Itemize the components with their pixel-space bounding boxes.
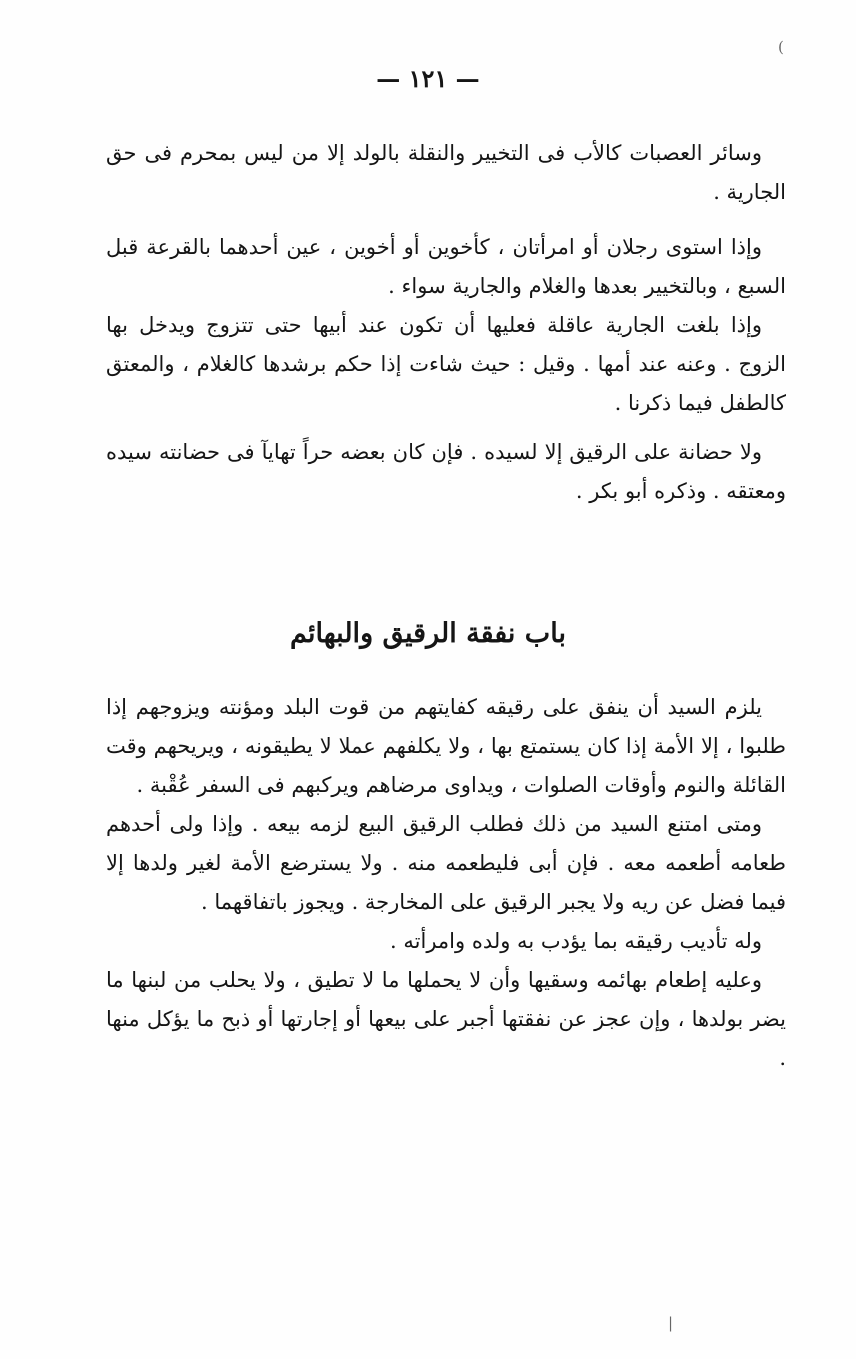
paragraph: وله تأديب رقيقه بما يؤدب به ولده وامرأته . [390, 929, 762, 953]
paragraph: وسائر العصبات كالأب فى التخيير والنقلة بالولد إلا من ليس بمحرم فى حق الجارية . [106, 141, 786, 204]
paragraph: وإذا بلغت الجارية عاقلة فعليها أن تكون عند أبيها حتى تتزوج ويدخل بها الزوج . وعنه عند أمها . وقيل : حيث شاءت إذا حكم برشدها كالغلام ، والمعتق كالطفل فيما ذكرنا . [106, 313, 786, 415]
margin-mark: ) [778, 38, 784, 56]
paragraph: ولا حضانة على الرقيق إلا لسيده . فإن كان بعضه حراً تهايآ فى حضانته سيده ومعتقه . وذكره أبو بكر . [106, 440, 786, 503]
text-block-before-heading [106, 134, 786, 511]
paragraph: وعليه إطعام بهائمه وسقيها وأن لا يحملها ما لا تطيق ، ولا يحلب من لبنها ما يضر بولدها ، وإن عجز عن نفقتها أجبر على بيعها أو إجارتها أو ذبح ما يؤكل منها . [106, 968, 786, 1070]
text-block-after-heading [106, 688, 786, 1078]
paragraph: ومتى امتنع السيد من ذلك فطلب الرقيق البيع لزمه بيعه . وإذا ولى أحدهم طعامه أطعمه معه . فإن أبى فليطعمه منه . ولا يسترضع الأمة لغير ولدها إلا فيما فضل عن ريه ولا يجبر الرقيق على المخارجة . ويجوز باتفاقهما . [106, 812, 786, 914]
paragraph: وإذا استوى رجلان أو امرأتان ، كأخوين أو أخوين ، عين أحدهما بالقرعة قبل السبع ، وبالتخيير بعدها والغلام والجارية سواء . [106, 235, 786, 298]
section-heading: باب نفقة الرقيق والبهائم [290, 618, 566, 649]
margin-mark: | [668, 1314, 674, 1332]
page-number: — ١٢١ — [376, 64, 480, 93]
paragraph: يلزم السيد أن ينفق على رقيقه كفايتهم من قوت البلد ومؤنته ويزوجهم إذا طلبوا ، إلا الأمة إذا كان يستمتع بها ، ولا يكلفهم عملا لا يطيقونه ، ويريحهم وقت القائلة والنوم وأوقات الصلوات ، ويداوى مرضاهم ويركبهم فى السفر عُقْبة . [106, 695, 786, 797]
